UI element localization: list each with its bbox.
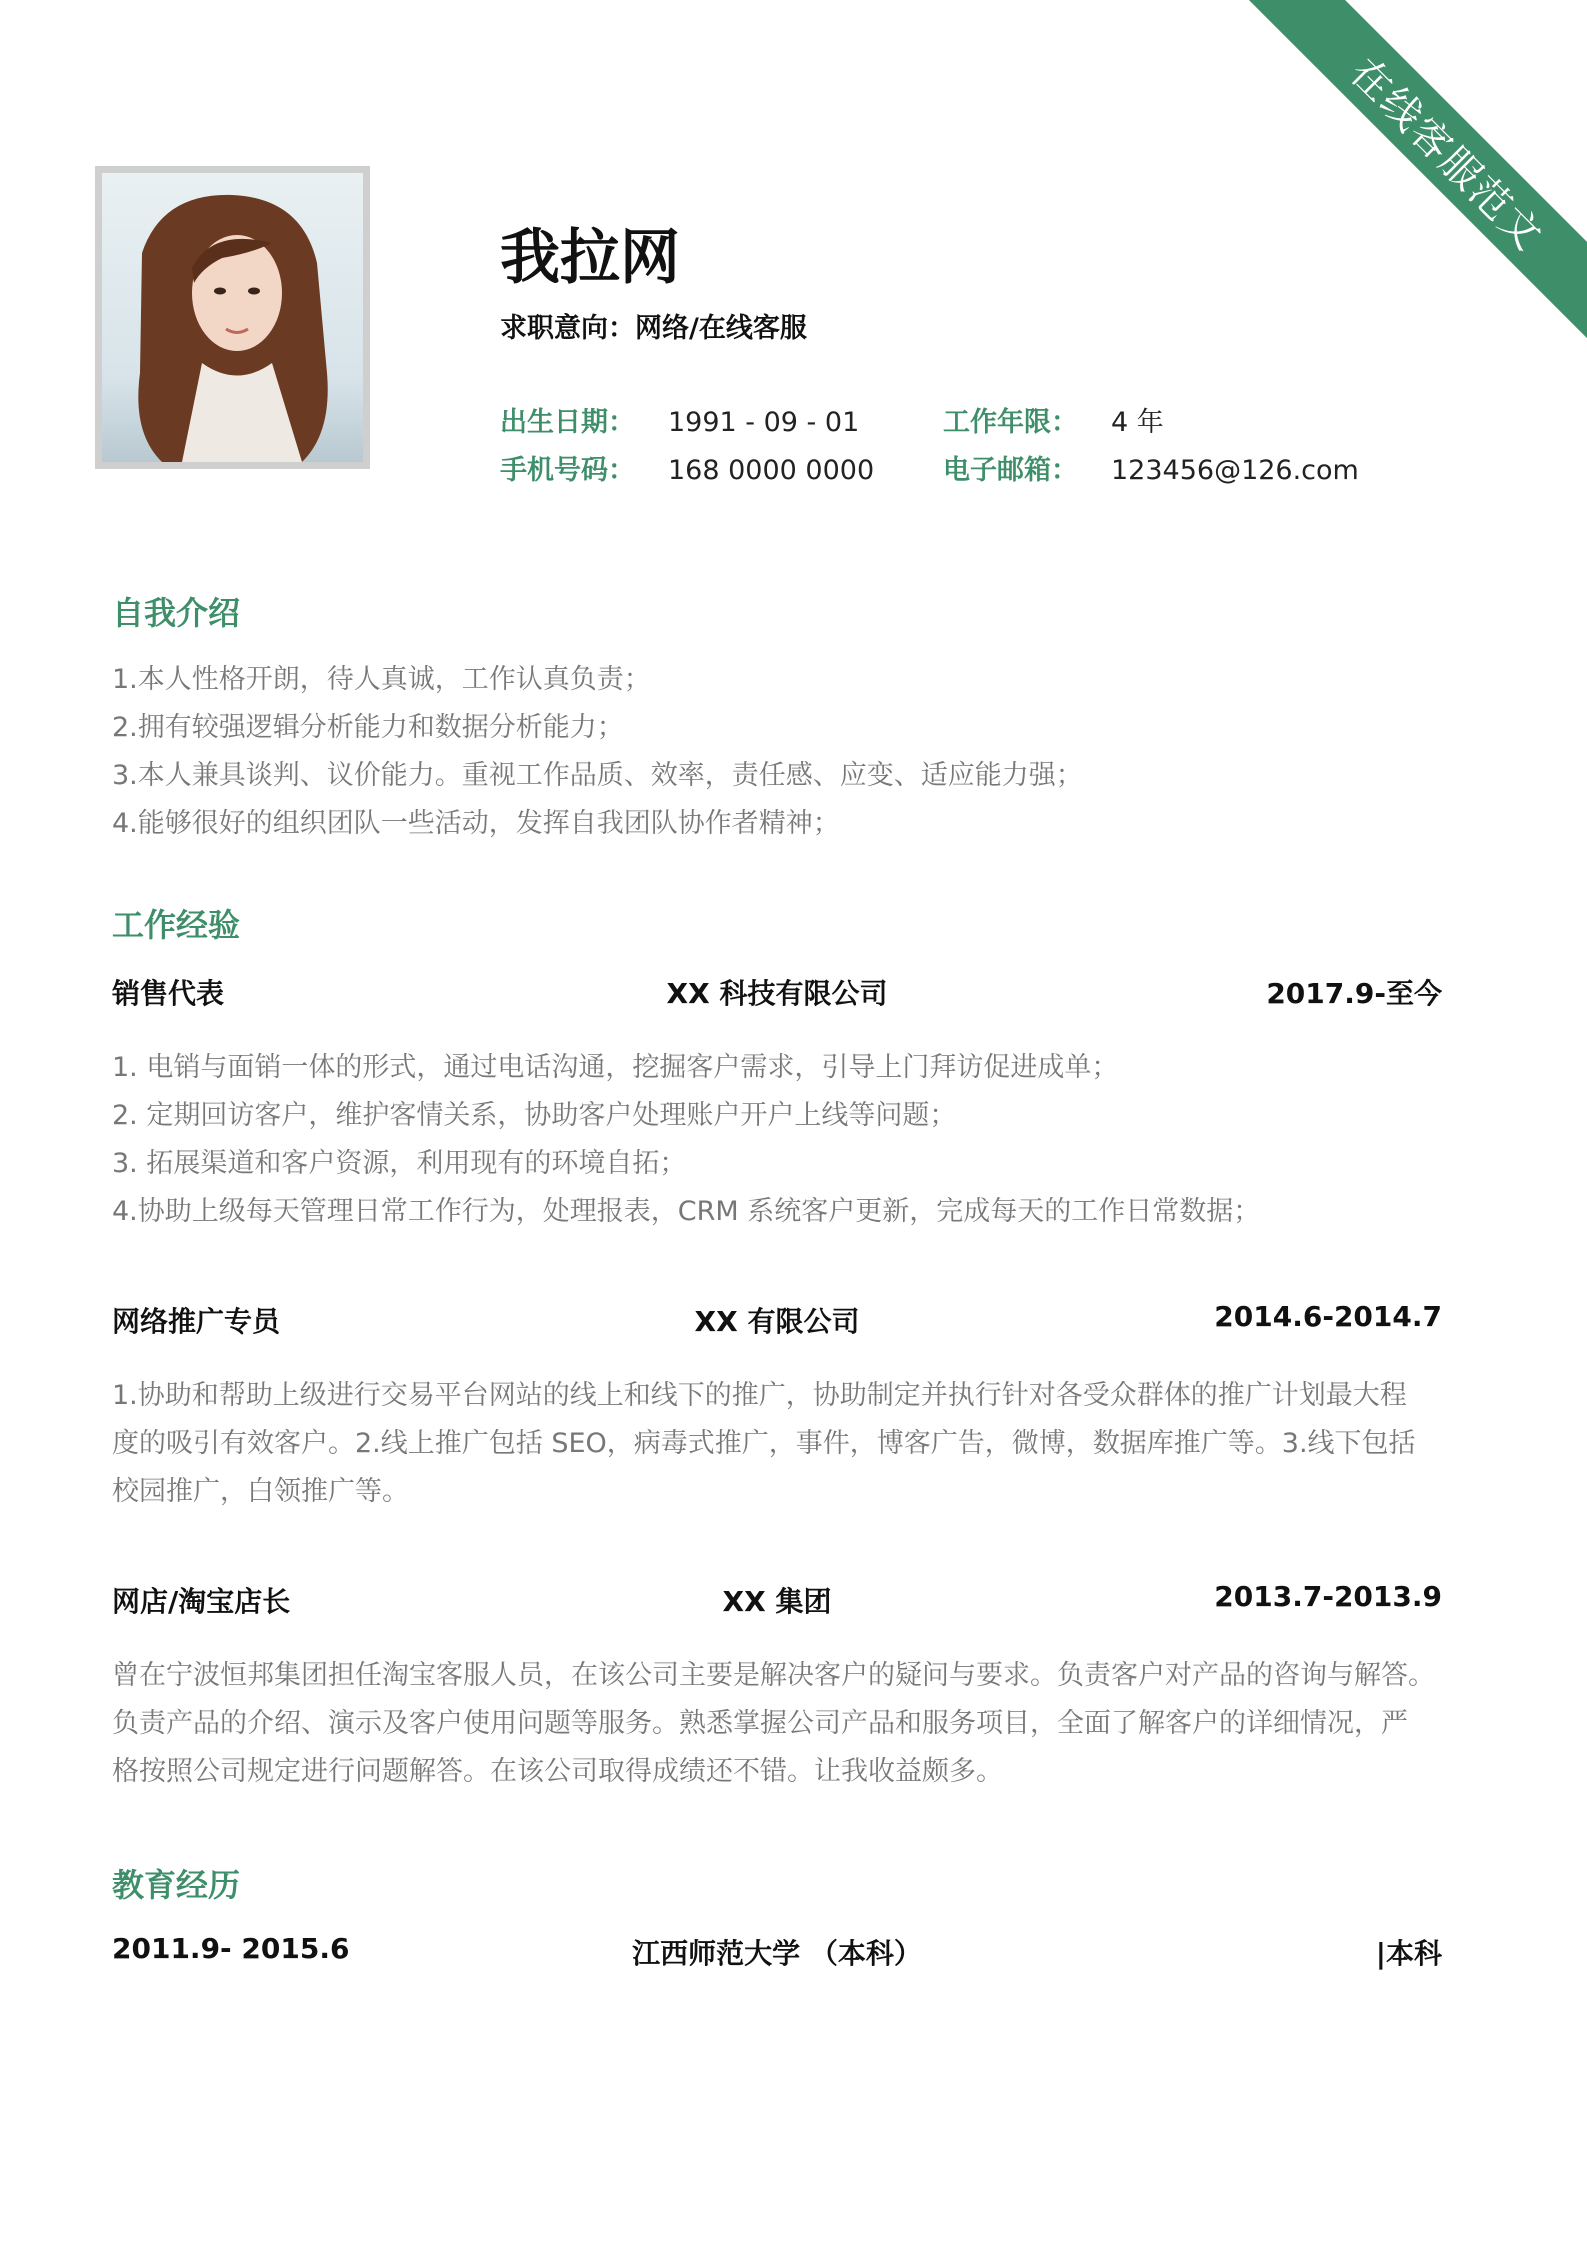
job-description (112, 1372, 1442, 1516)
birth-row (500, 400, 859, 439)
phone-label: 手机号码： (500, 455, 635, 486)
job-intent (500, 306, 807, 345)
education-row (112, 1932, 1442, 1972)
email-label: 电子邮箱： (943, 455, 1078, 486)
job-period: 2017.9-至今 (1266, 977, 1442, 1010)
job-line: 校园推广，白领推广等。 (112, 1476, 409, 1507)
education-period: 2011.9- 2015.6 (112, 1932, 350, 1965)
job-company: XX 有限公司 (694, 1305, 860, 1338)
job-line: 1. 电销与面销一体的形式，通过电话沟通，挖掘客户需求，引导上门拜访促进成单； (112, 1052, 1119, 1083)
job-description (112, 1044, 1442, 1236)
birth-label: 出生日期： (500, 407, 635, 438)
job-role: 网络推广专员 (112, 1305, 281, 1338)
job-period: 2014.6-2014.7 (1214, 1300, 1442, 1333)
job-description (112, 1652, 1442, 1796)
intro-line: 1.本人性格开朗，待人真诚，工作认真负责； (112, 664, 651, 695)
job-header (112, 972, 1442, 1012)
years-row (943, 400, 1164, 439)
section-title-intro: 自我介绍 (112, 594, 241, 632)
job-role: 销售代表 (112, 977, 225, 1010)
education-school: 江西师范大学 （本科） (632, 1937, 922, 1970)
profile-photo (95, 166, 370, 469)
job-company: XX 集团 (722, 1585, 832, 1618)
intro-line: 3.本人兼具谈判、议价能力。重视工作品质、效率，责任感、应变、适应能力强； (112, 760, 1083, 791)
education-degree: |本科 (1375, 1937, 1442, 1970)
job-line: 4.协助上级每天管理日常工作行为，处理报表，CRM 系统客户更新，完成每天的工作日常数据； (112, 1196, 1261, 1227)
email-row (943, 448, 1359, 487)
job-line: 格按照公司规定进行问题解答。在该公司取得成绩还不错。让我收益颇多。 (112, 1756, 1003, 1787)
job-line: 2. 定期回访客户，维护客情关系，协助客户处理账户开户上线等问题； (112, 1100, 957, 1131)
job-intent-value: 网络/在线客服 (635, 313, 807, 344)
job-role: 网店/淘宝店长 (112, 1585, 291, 1618)
job-period: 2013.7-2013.9 (1214, 1580, 1442, 1613)
job-line: 度的吸引有效客户。2.线上推广包括 SEO，病毒式推广，事件，博客广告，微博，数据库推广等。3.线下包括 (112, 1428, 1416, 1459)
job-company: XX 科技有限公司 (666, 977, 888, 1010)
years-value: 4 年 (1111, 407, 1164, 438)
candidate-name: 我拉网 (500, 223, 680, 293)
job-header (112, 1580, 1442, 1620)
birth-value: 1991 - 09 - 01 (668, 407, 860, 438)
intro-list (112, 656, 1442, 848)
corner-ribbon (1187, 0, 1587, 400)
section-title-education: 教育经历 (112, 1866, 241, 1904)
intro-line: 2.拥有较强逻辑分析能力和数据分析能力； (112, 712, 624, 743)
phone-value: 168 0000 0000 (668, 455, 875, 486)
job-line: 3. 拓展渠道和客户资源，利用现有的环境自拓； (112, 1148, 687, 1179)
intro-line: 4.能够很好的组织团队一些活动，发挥自我团队协作者精神； (112, 808, 840, 839)
ribbon-text: 在线客服范文 (1341, 49, 1552, 260)
years-label: 工作年限： (943, 407, 1078, 438)
email-value: 123456@126.com (1111, 455, 1359, 486)
section-title-work: 工作经验 (112, 906, 241, 944)
job-header (112, 1300, 1442, 1340)
job-line: 曾在宁波恒邦集团担任淘宝客服人员，在该公司主要是解决客户的疑问与要求。负责客户对产品的咨询与解答。 (112, 1660, 1435, 1691)
job-line: 1.协助和帮助上级进行交易平台网站的线上和线下的推广，协助制定并执行针对各受众群体的推广计划最大程 (112, 1380, 1407, 1411)
phone-row (500, 448, 874, 487)
job-intent-label: 求职意向： (500, 313, 635, 344)
job-line: 负责产品的介绍、演示及客户使用问题等服务。熟悉掌握公司产品和服务项目，全面了解客户的详细情况，严 (112, 1708, 1408, 1739)
